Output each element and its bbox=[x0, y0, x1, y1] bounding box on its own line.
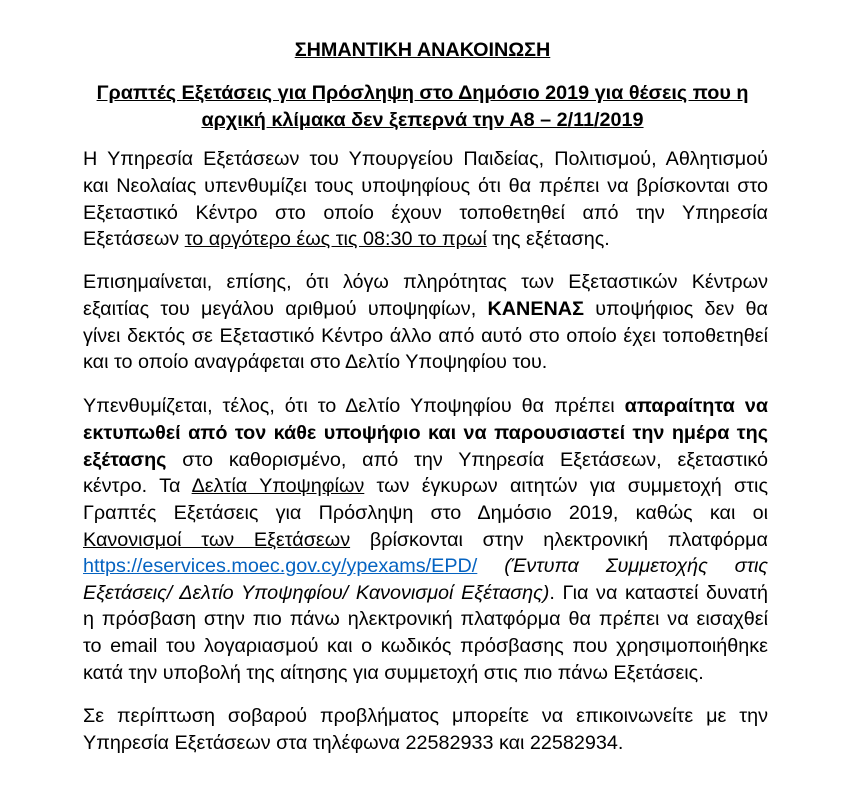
line-text: Γραπτές Εξετάσεις για Πρόσληψη στο Δημόσιο 2019, καθώς και οι bbox=[83, 501, 768, 524]
line-text: η πρόσβαση στην πιο πάνω ηλεκτρονική πλατφόρμα θα πρέπει να εισαχθεί bbox=[83, 608, 768, 631]
text-line bbox=[83, 447, 768, 474]
exam-regulations-underlined-text: Κανονισμοί των Εξετάσεων bbox=[83, 528, 351, 551]
text-line bbox=[83, 323, 768, 350]
must-print-bold-text: εκτυπωθεί από τον κάθε υποψήφιο και να παρουσιαστεί την ημέρα της bbox=[83, 421, 768, 444]
text-line bbox=[83, 473, 768, 500]
line-text: και Νεολαίας υπενθυμίζει τους υποψηφίους ότι θα πρέπει να βρίσκονται στο bbox=[83, 174, 768, 197]
text-line bbox=[83, 527, 768, 554]
text-line bbox=[83, 393, 768, 420]
subtitle-text: αρχική κλίμακα δεν ξεπερνά την Α8 – 2/11/2019 bbox=[201, 108, 644, 131]
line-text: Εξετάσεων bbox=[83, 228, 185, 251]
line-text: Η Υπηρεσία Εξετάσεων του Υπουργείου Παιδείας, Πολιτισμού, Αθλητισμού bbox=[83, 148, 768, 171]
phone-numbers-text: Υπηρεσία Εξετάσεων στα τηλέφωνα 22582933 και 22582934. bbox=[83, 731, 624, 754]
candidate-slips-underlined-text: Δελτία Υποψηφίων bbox=[191, 475, 365, 498]
text-line bbox=[83, 660, 768, 687]
line-text: στο καθορισμένο, από την Υπηρεσία Εξετάσεων, εξεταστικό bbox=[166, 448, 768, 471]
line-text: γίνει δεκτός σε Εξεταστικό Κέντρο άλλο από αυτό στο οποίο έχει τοποθετηθεί bbox=[83, 324, 768, 347]
line-text: Σε περίπτωση σοβαρού προβλήματος μπορείτε να επικοινωνείτε με την bbox=[83, 705, 768, 728]
text-line bbox=[83, 296, 768, 323]
title-line bbox=[80, 37, 765, 64]
text-line bbox=[83, 703, 768, 730]
text-line bbox=[83, 580, 768, 607]
text-line bbox=[83, 500, 768, 527]
text-line bbox=[83, 606, 768, 633]
line-text: εξαιτίας του μεγάλου αριθμού υποψηφίων, bbox=[83, 297, 488, 320]
arrival-deadline-text: το αργότερο έως τις 08:30 το πρωί bbox=[184, 228, 487, 251]
platform-path-italic-text: Εξετάσεις/ Δελτίο Υποψηφίου/ Κανονισμοί Εξέτασης) bbox=[83, 581, 550, 604]
nobody-bold-text: ΚΑΝΕΝΑΣ bbox=[487, 297, 584, 320]
subtitle-line bbox=[80, 80, 765, 107]
paragraph-contact-phones bbox=[83, 703, 768, 756]
text-line bbox=[83, 553, 768, 580]
line-text: . Για να καταστεί δυνατή bbox=[549, 581, 768, 604]
line-text: της εξέτασης. bbox=[486, 228, 610, 251]
text-line bbox=[83, 633, 768, 660]
line-text: και το οποίο αναγράφεται στο Δελτίο Υποψηφίου του. bbox=[83, 351, 548, 374]
subtitle-text: Γραπτές Εξετάσεις για Πρόσληψη στο Δημόσιο 2019 για θέσεις που η bbox=[96, 82, 749, 105]
line-text: το email του λογαριασμού και ο κωδικός πρόσβασης που χρησιμοποιήθηκε bbox=[83, 635, 768, 658]
text-line bbox=[83, 200, 768, 227]
text-line bbox=[83, 226, 768, 253]
line-text: υποψήφιος δεν θα bbox=[583, 297, 768, 320]
announcement-title: ΣΗΜΑΝΤΙΚΗ ΑΝΑΚΟΙΝΩΣΗ bbox=[294, 39, 551, 61]
paragraph-no-admission-elsewhere bbox=[83, 269, 768, 376]
paragraph-arrival-time bbox=[83, 146, 768, 253]
line-text: Υπενθυμίζεται, τέλος, ότι το Δελτίο Υποψηφίου θα πρέπει bbox=[83, 395, 625, 418]
line-text: κέντρο. Τα bbox=[83, 475, 192, 498]
must-print-bold-text: απαραίτητα να bbox=[624, 395, 768, 418]
line-text: βρίσκονται στην ηλεκτρονική πλατφόρμα bbox=[350, 528, 768, 551]
text-line bbox=[83, 269, 768, 296]
eservices-platform-link[interactable]: https://eservices.moec.gov.cy/ypexams/EPD/ bbox=[83, 555, 478, 578]
text-line bbox=[83, 146, 768, 173]
line-text: των έγκυρων αιτητών για συμμετοχή στις bbox=[364, 475, 768, 498]
text-line bbox=[83, 730, 768, 757]
subtitle-line bbox=[80, 107, 765, 134]
text-line bbox=[83, 420, 768, 447]
text-line bbox=[83, 349, 768, 376]
text-line bbox=[83, 173, 768, 200]
announcement-title-block bbox=[80, 37, 765, 64]
announcement-subtitle bbox=[80, 80, 765, 133]
must-print-bold-text: εξέτασης bbox=[83, 448, 167, 471]
line-text: Επισημαίνεται, επίσης, ότι λόγω πληρότητας των Εξεταστικών Κέντρων bbox=[83, 271, 768, 294]
line-text: Εξεταστικό Κέντρο στο οποίο έχουν τοποθετηθεί από την Υπηρεσία bbox=[83, 201, 768, 224]
paragraph-candidate-slip bbox=[83, 393, 768, 686]
platform-path-italic-text: (Έντυπα Συμμετοχής στις bbox=[477, 555, 768, 578]
line-text: κατά την υποβολή της αίτησης για συμμετοχή στις πιο πάνω Εξετάσεις. bbox=[83, 661, 704, 684]
